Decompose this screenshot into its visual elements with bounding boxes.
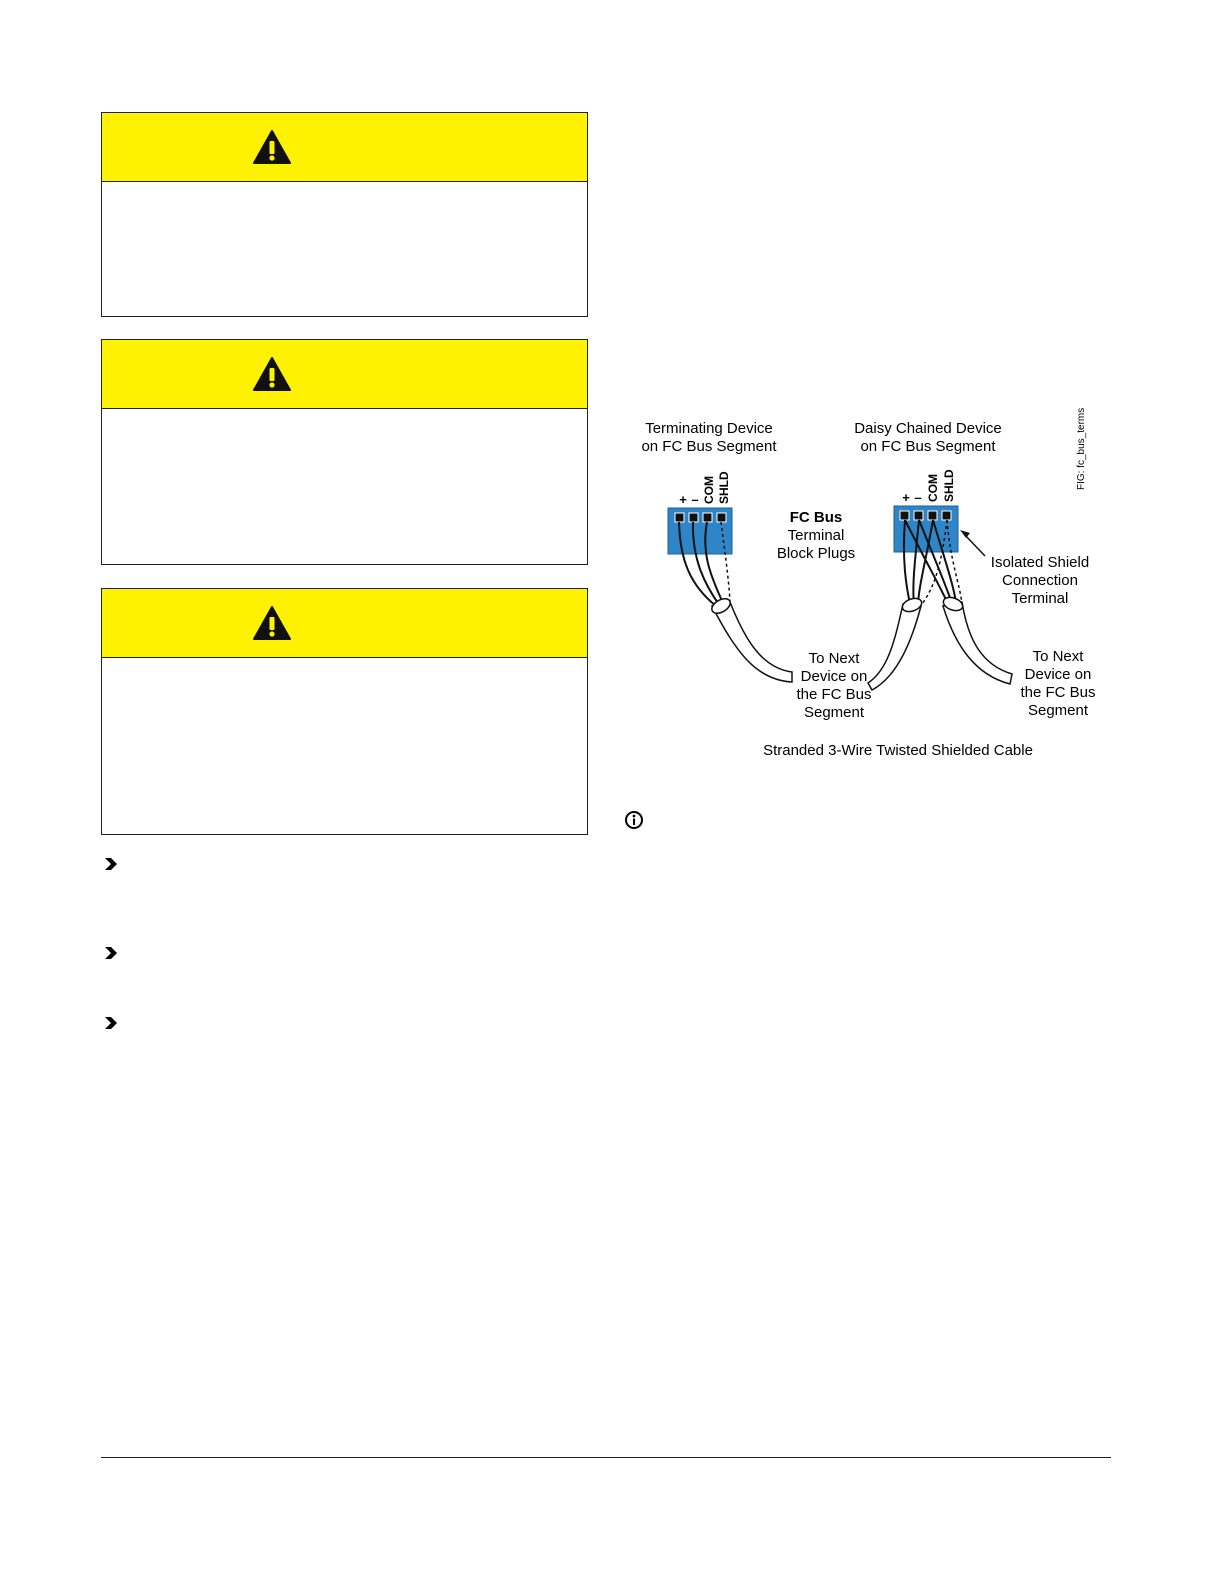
next-device-label-center: Device on xyxy=(800,668,868,685)
cable-right-a xyxy=(868,604,921,690)
next-device-label-right: the FC Bus xyxy=(1020,684,1096,701)
terminal-label-shld: SHLD xyxy=(942,469,956,502)
next-device-label-center: the FC Bus xyxy=(796,686,872,703)
cable-left xyxy=(712,602,792,682)
terminating-device-label: on FC Bus Segment xyxy=(641,438,777,455)
daisy-chained-device-label: Daisy Chained Device xyxy=(854,420,1002,437)
terminal-label-minus: – xyxy=(914,490,922,505)
terminal-block-plugs-label: Terminal xyxy=(787,527,845,544)
terminal-label-minus: – xyxy=(691,492,699,507)
figure-id: FIG: fc_bus_terms xyxy=(1076,407,1087,490)
terminal-label-shld: SHLD xyxy=(717,471,731,504)
terminal-label-plus: + xyxy=(679,492,687,507)
terminal-label-com: COM xyxy=(702,476,716,504)
diagram-caption: Stranded 3-Wire Twisted Shielded Cable xyxy=(763,742,1033,759)
next-device-label-right: Device on xyxy=(1024,666,1092,683)
terminal-block-plugs-label: Block Plugs xyxy=(776,545,856,562)
next-device-label-center: To Next xyxy=(808,650,860,667)
isolated-shield-label: Connection xyxy=(1002,572,1078,589)
footer-rule xyxy=(101,1457,1111,1458)
fc-bus-label: FC Bus xyxy=(789,509,843,526)
daisy-chained-device-label: on FC Bus Segment xyxy=(860,438,996,455)
terminal-label-plus: + xyxy=(902,490,910,505)
terminal-label-com: COM xyxy=(926,474,940,502)
next-device-label-right: Segment xyxy=(1027,702,1089,719)
next-device-label-right: To Next xyxy=(1032,648,1084,665)
isolated-shield-label: Isolated Shield xyxy=(990,554,1090,571)
next-device-label-center: Segment xyxy=(803,704,865,721)
isolated-shield-label: Terminal xyxy=(1011,590,1069,607)
terminating-device-label: Terminating Device xyxy=(645,420,773,437)
cable-right-b xyxy=(943,602,1012,684)
isolated-shield-arrow xyxy=(960,530,985,556)
